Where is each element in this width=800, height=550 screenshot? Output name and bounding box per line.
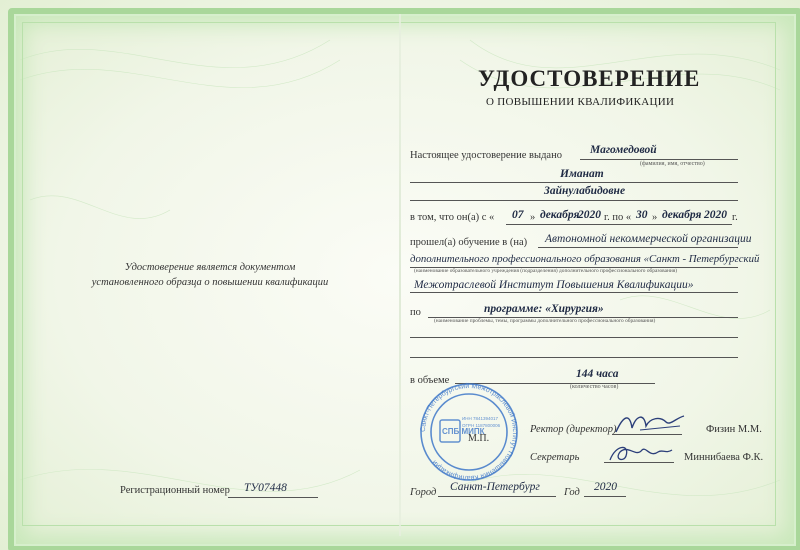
org-line3-underline	[410, 292, 738, 293]
org-line3: Межотраслевой Институт Повышения Квалификации»	[414, 279, 694, 291]
year-value: 2020	[594, 481, 617, 493]
period-quote2: »	[652, 212, 658, 223]
surname-underline	[580, 159, 738, 160]
period-underline	[506, 224, 732, 225]
registration-underline	[228, 497, 318, 498]
year-underline	[584, 496, 626, 497]
center-fold	[399, 14, 401, 536]
recipient-patronymic: Зайнулабидовне	[544, 185, 626, 197]
org-hint: (наименование образовательного учреждения (подразделения) дополнительного профессионального образования)	[414, 268, 678, 274]
left-note-line1: Удостоверение является документом	[124, 262, 296, 273]
program-blank-line2	[410, 357, 738, 358]
training-label: прошел(а) обучение в (на)	[410, 237, 528, 248]
registration-label: Регистрационный номер	[120, 485, 230, 496]
period-to-label: г. по «	[604, 212, 632, 223]
program-hint: (наименование проблемы, темы, программы дополнительного профессионального образования)	[434, 318, 656, 324]
rector-label: Ректор (директор)	[530, 424, 617, 435]
org-line1: Автономной некоммерческой организации	[545, 233, 752, 245]
org-line1-underline	[538, 247, 738, 248]
secretary-label: Секретарь	[530, 452, 580, 463]
mp-label: М.П.	[468, 433, 490, 444]
rector-signature-line	[612, 434, 682, 435]
period-suffix: г.	[732, 212, 738, 223]
recipient-surname: Магомедовой	[590, 144, 657, 156]
organization-stamp	[404, 382, 534, 482]
period-year-from: 2020	[578, 209, 601, 221]
certificate-title: УДОСТОВЕРЕНИЕ	[478, 66, 701, 91]
city-value: Санкт-Петербург	[450, 481, 540, 493]
name-underline	[410, 182, 738, 183]
secretary-signature-line	[604, 462, 674, 463]
period-day-from: 07	[512, 209, 524, 221]
left-note-line2: установленного образца о повышении квалификации	[91, 277, 329, 288]
program-value: программе: «Хирургия»	[484, 303, 604, 315]
stamp-inn: ИНН 7841394017	[462, 416, 499, 421]
volume-hint: (количество часов)	[570, 384, 619, 390]
org-line2: дополнительного профессионального образования «Санкт - Петербургский	[410, 253, 760, 265]
city-label: Город	[410, 487, 437, 498]
issued-label: Настоящее удостоверение выдано	[410, 150, 562, 161]
stamp-ogrn: ОГРН 1187800006	[462, 423, 501, 428]
secretary-name: Миннибаева Ф.К.	[684, 452, 764, 463]
period-prefix: в том, что он(а) с «	[410, 212, 495, 223]
rector-name: Физин М.М.	[706, 424, 762, 435]
patronymic-underline	[410, 200, 738, 201]
period-day-to: 30	[636, 209, 648, 221]
volume-label: в объеме	[410, 375, 450, 386]
period-month-from: декабря	[540, 209, 580, 221]
city-underline	[438, 496, 556, 497]
period-quote1: »	[530, 212, 536, 223]
stamp-logo: СПБ МИПК	[442, 427, 485, 436]
period-year-to: 2020	[704, 209, 727, 221]
certificate-subtitle: О ПОВЫШЕНИИ КВАЛИФИКАЦИИ	[486, 96, 675, 108]
volume-value: 144 часа	[576, 368, 619, 380]
year-label: Год	[564, 487, 580, 498]
name-hint: (фамилия, имя, отчество)	[640, 161, 705, 167]
recipient-name: Иманат	[560, 168, 604, 180]
stamp-ring-text: Санкт-Петербургский Межотраслевой Институт Повышения Квалификации	[419, 382, 519, 482]
period-month-to: декабря	[662, 209, 702, 221]
program-blank-line1	[410, 337, 738, 338]
program-label: по	[410, 307, 421, 318]
registration-number: ТУ07448	[244, 482, 287, 494]
